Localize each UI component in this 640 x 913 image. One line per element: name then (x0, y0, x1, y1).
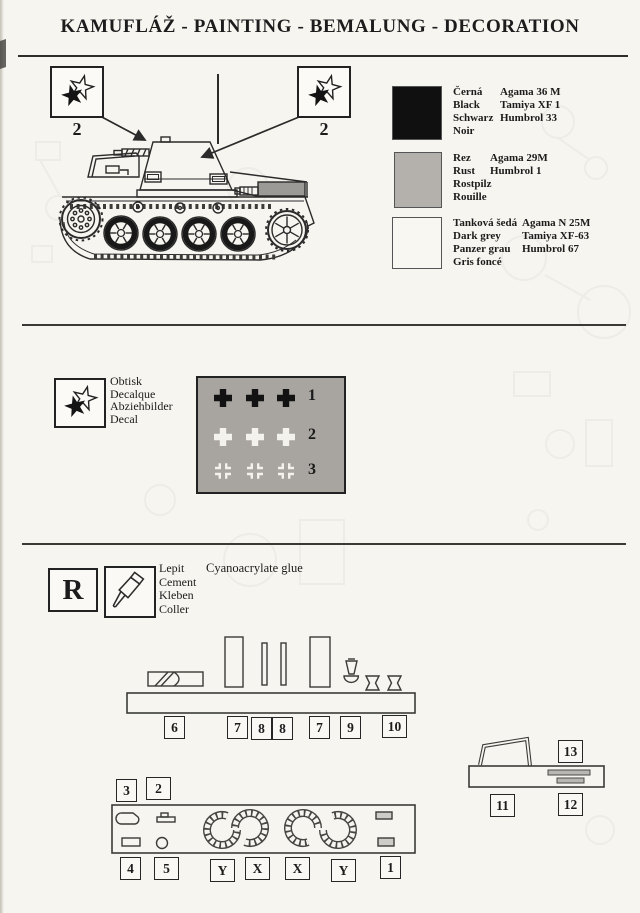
part-7-shape (225, 637, 243, 687)
glue-box (104, 566, 156, 618)
color-swatch (392, 217, 442, 269)
part-1-shape (376, 812, 394, 846)
scan-artifact (0, 39, 6, 69)
decal-star-icon (59, 383, 101, 423)
part-tag: 6 (164, 716, 185, 739)
decal-row-number: 2 (308, 426, 316, 443)
glue-label: Lepit (159, 561, 185, 575)
part-tag: 3 (116, 779, 137, 802)
part-tag: 9 (340, 716, 361, 739)
color-name: Black (453, 99, 480, 111)
decal-label: Decal (110, 411, 138, 426)
decal-marker-right (297, 66, 351, 140)
color-ref: Humbrol 33 (500, 112, 557, 124)
white-crosses (214, 428, 295, 446)
part-tag: 10 (382, 715, 407, 738)
part-tag: 2 (146, 777, 171, 800)
decal-arrow-right (202, 117, 299, 157)
color-name: Rust (453, 165, 476, 177)
color-name: Rouille (453, 191, 487, 203)
symbol-r-box: R (48, 568, 98, 612)
decal-star-icon (303, 72, 345, 112)
part-tag: 12 (558, 793, 583, 816)
part-tag: X (245, 857, 270, 880)
color-swatch (394, 152, 442, 208)
decal-marker-number: 2 (319, 119, 329, 139)
glue-label: Kleben (159, 588, 194, 603)
color-ref: Agama N 25M (522, 217, 591, 229)
glue-label: Coller (159, 601, 189, 616)
title-rule (18, 55, 628, 57)
part-3-shape (116, 813, 139, 824)
drive-sprocket (60, 198, 103, 241)
color-ref: Tamiya XF 1 (500, 99, 561, 111)
color-name: Schwarz (453, 112, 494, 124)
road-wheel (221, 217, 255, 251)
decal-label: Decalque (110, 386, 156, 401)
color-name: Černá (453, 86, 483, 98)
gun-barrel (114, 149, 149, 156)
section-divider (22, 543, 626, 545)
black-crosses (214, 389, 295, 407)
color-ref: Agama 29M (490, 152, 548, 164)
part-tag: X (285, 857, 310, 880)
color-row-rust (394, 152, 548, 208)
rear-parts-drawing (440, 730, 620, 800)
idler-wheel (266, 209, 308, 251)
part-8-shape (262, 643, 267, 685)
page-title: KAMUFLÁŽ - PAINTING - BEMALUNG - DECORATION (60, 16, 580, 37)
color-name: Rez (453, 152, 471, 164)
decal-sheet-crosses (198, 378, 344, 492)
part-8-shape (281, 643, 286, 685)
color-name: Panzer grau (453, 243, 511, 255)
part-2-shape (157, 813, 175, 822)
glue-note: Cyanoacrylate glue (206, 561, 303, 575)
road-wheel (104, 216, 138, 250)
decal-marker-box (50, 66, 104, 118)
decal-row-number: 1 (308, 387, 316, 404)
color-ref: Humbrol 67 (522, 243, 579, 255)
part-7-shape (310, 637, 330, 687)
section-divider (22, 324, 626, 326)
part-tag: Y (331, 859, 356, 882)
part-10-shape (366, 676, 401, 690)
part-tag: Y (210, 859, 235, 882)
part-12-strips (548, 770, 590, 783)
road-wheel (143, 217, 177, 251)
part-9-shape (344, 659, 358, 682)
part-tag: 5 (154, 857, 179, 880)
part-11-plate (469, 766, 604, 787)
track-arc-parts (207, 813, 353, 845)
part-tag: 4 (120, 857, 141, 880)
outline-crosses (215, 463, 294, 479)
decal-legend-box (54, 378, 106, 428)
decal-label: Obtisk (110, 374, 143, 388)
color-swatch (392, 86, 442, 140)
decal-star-icon (56, 72, 98, 112)
color-name: Gris foncé (453, 256, 502, 268)
part-tag: 1 (380, 856, 401, 879)
glue-labels (159, 562, 196, 616)
color-name: Rostpilz (453, 178, 492, 190)
road-wheel (182, 217, 216, 251)
color-name: Noir (453, 125, 475, 137)
track-parts-drawing (110, 800, 430, 860)
decal-marker-left (50, 66, 104, 140)
decal-legend (54, 378, 106, 428)
glue-label: Cement (159, 574, 197, 589)
color-name: Tanková šedá (453, 217, 518, 229)
color-ref: Tamiya XF-63 (522, 230, 590, 242)
color-ref: Agama 36 M (500, 86, 561, 98)
part-tag: 8 (272, 717, 293, 740)
decal-marker-number: 2 (72, 119, 82, 139)
color-row-panzer-grey (392, 217, 590, 269)
decal-marker-box (297, 66, 351, 118)
part-tag: 7 (309, 716, 330, 739)
decal-sheet (196, 376, 346, 494)
decal-label: Abziehbilder (110, 399, 173, 414)
color-ref: Humbrol 1 (490, 165, 542, 177)
part-6-shape (148, 672, 203, 686)
part-tag: 8 (251, 717, 272, 740)
part-tag: 13 (558, 740, 583, 763)
part-tag: 7 (227, 716, 248, 739)
deck-parts-drawing (110, 630, 430, 720)
decal-row-number: 3 (308, 461, 316, 478)
color-name: Dark grey (453, 230, 501, 242)
decal-arrow-left (100, 116, 145, 140)
color-row-black (392, 86, 561, 140)
rear-frame (88, 153, 139, 177)
part-5-shape (157, 838, 168, 849)
deck-base-part (127, 693, 415, 713)
part-4-shape (122, 838, 140, 846)
glue-tube-icon (106, 568, 150, 612)
decal-labels (110, 375, 173, 425)
part-tag: 11 (490, 794, 515, 817)
